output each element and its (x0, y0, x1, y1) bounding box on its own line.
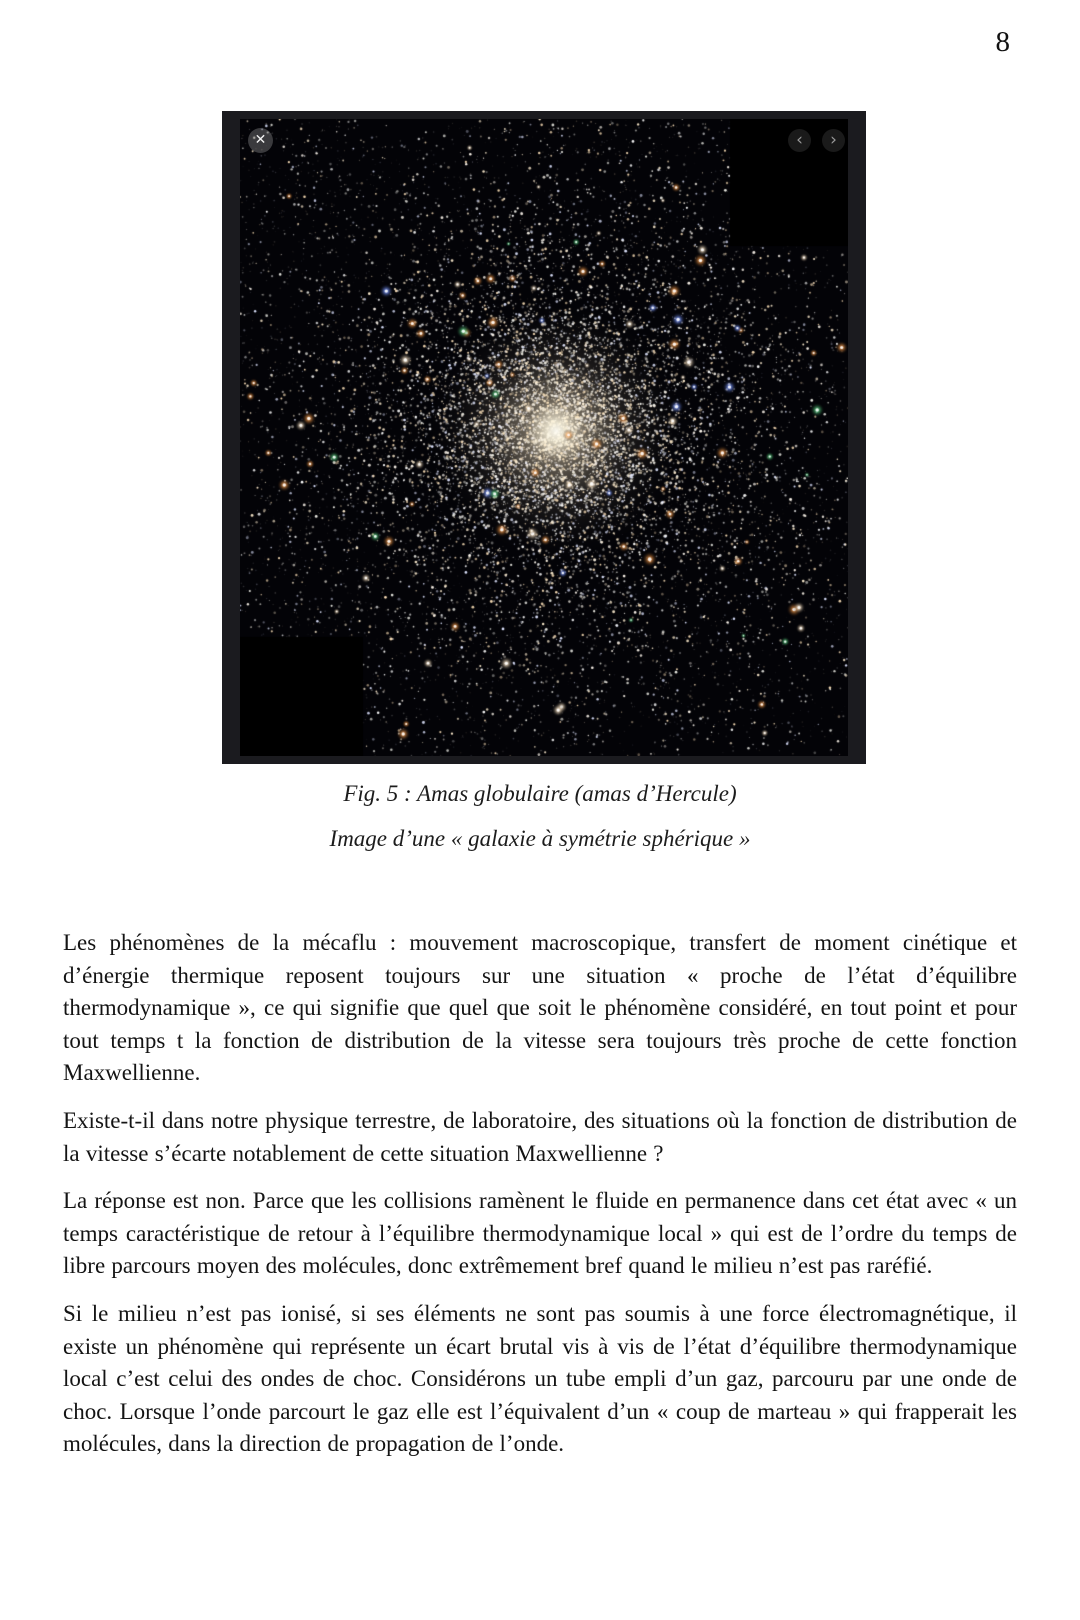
page-number: 8 (995, 26, 1010, 58)
paragraph-mecaflu-equilibre: Les phénomènes de la mécaflu : mouvement macroscopique, transfert de moment cinétique et d’énergie thermique reposent toujours sur une situation « proche de l’état d’équilibre thermodynamique », ce qui signifie que quel que soit le phénomène considéré, en tout point et pour tout temps t la fonction de distribution de la vitesse sera toujours très proche de cette fonction Maxwellienne. (63, 930, 1017, 1086)
starfield-image (240, 119, 848, 756)
figure-caption-line2: Image d’une « galaxie à symétrie sphérique » (329, 826, 751, 851)
paragraph-question-maxwellienne: Existe-t-il dans notre physique terrestre, de laboratoire, des situations où la fonction de distribution de la vitesse s’écarte notablement de cette situation Maxwellienne ? (63, 1107, 1017, 1166)
close-icon[interactable]: ✕ (248, 128, 273, 153)
figure-caption-line1: Fig. 5 : Amas globulaire (amas d’Hercule) (343, 781, 737, 806)
prev-arrow-icon[interactable]: ‹ (788, 129, 811, 152)
viewer-nav (788, 129, 845, 152)
image-viewer (222, 111, 866, 764)
next-arrow-icon[interactable]: › (822, 129, 845, 152)
paragraph-ondes-de-choc: Si le milieu n’est pas ionisé, si ses éléments ne sont pas soumis à une force électromagnétique, il existe un phénomène qui représente un écart brutal vis à vis de l’état d’équilibre thermodynamique local c’est celui des ondes de choc. Considérons un tube empli d’un gaz, parcouru par une onde de choc. Lorsque l’onde parcourt le gaz elle est l’équivalent d’un « coup de marteau » qui frapperait les molécules, dans la direction de propagation de l’onde. (63, 1300, 1017, 1457)
body-text (63, 927, 1017, 1476)
globular-cluster-photo (240, 119, 848, 756)
paragraph-reponse-collisions: La réponse est non. Parce que les collisions ramènent le fluide en permanence dans cet état avec « un temps caractéristique de retour à l’équilibre thermodynamique local » qui est de l’ordre du temps de libre parcours moyen des molécules, donc extrêmement bref quand le milieu n’est pas raréfié. (63, 1188, 1017, 1279)
figure-captions (0, 781, 1080, 871)
